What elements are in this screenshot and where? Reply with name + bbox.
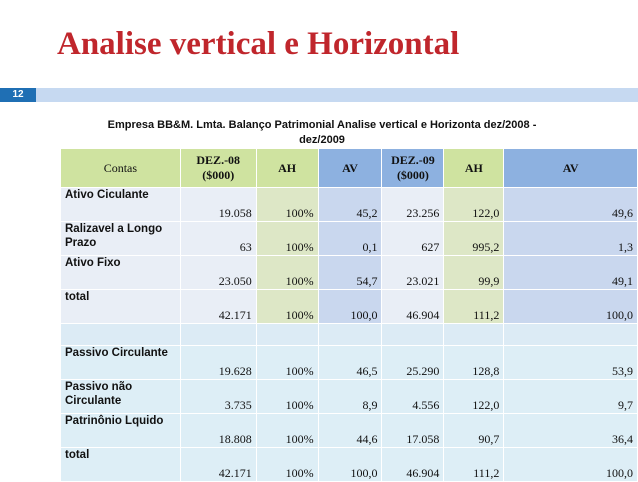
- cell-dez-08: 42.171: [180, 290, 256, 324]
- caption-line-1: Empresa BB&M. Lmta. Balanço Patrimonial Analise vertical e Horizonta dez/2008 -: [107, 119, 537, 131]
- cell-ah-09: 995,2: [444, 222, 504, 256]
- cell-ah-09: 111,2: [444, 290, 504, 324]
- row-label-line-1: Ralizavel a Longo: [65, 223, 163, 235]
- table-row: [61, 346, 638, 380]
- caption-line-2: dez/2009: [299, 134, 345, 146]
- cell-ah-09: 90,7: [444, 414, 504, 448]
- cell-dez-08: 18.808: [180, 414, 256, 448]
- row-label: [61, 222, 181, 256]
- table-row: [61, 188, 638, 222]
- cell-ah-08: 100%: [256, 256, 318, 290]
- cell-dez-09: 25.290: [382, 346, 444, 380]
- slide-title: Analise vertical e Horizontal: [57, 26, 460, 62]
- cell-dez-08: 19.628: [180, 346, 256, 380]
- row-label-line-2: Prazo: [65, 237, 97, 249]
- cell-av-08: 44,6: [318, 414, 382, 448]
- row-label-line-1: total: [65, 291, 90, 303]
- title-divider-bar: [0, 88, 638, 102]
- cell-ah-09: 99,9: [444, 256, 504, 290]
- row-label: [61, 188, 181, 222]
- row-label-line-1: Ativo Fixo: [65, 257, 121, 269]
- header-ah-1: AH: [256, 149, 318, 188]
- cell-dez-09: 627: [382, 222, 444, 256]
- header-dez-08-label: DEZ.-08: [196, 153, 241, 167]
- cell-av-08: 54,7: [318, 256, 382, 290]
- cell-ah-09: 128,8: [444, 346, 504, 380]
- header-dez-09-unit: ($000): [396, 168, 429, 182]
- cell-av-09: 100,0: [504, 448, 638, 482]
- table-row: [61, 380, 638, 414]
- cell-ah-08: 100%: [256, 222, 318, 256]
- cell-av-08: 8,9: [318, 380, 382, 414]
- header-dez-08: [180, 149, 256, 188]
- row-label: [61, 448, 181, 482]
- cell-ah-09: 111,2: [444, 448, 504, 482]
- row-label: [61, 380, 181, 414]
- cell-ah-08: 100%: [256, 380, 318, 414]
- cell-dez-08: 23.050: [180, 256, 256, 290]
- cell-av-09: 53,9: [504, 346, 638, 380]
- separator-row: [61, 324, 638, 346]
- cell-av-09: 9,7: [504, 380, 638, 414]
- separator-cell: [180, 324, 256, 346]
- cell-dez-09: 23.021: [382, 256, 444, 290]
- cell-ah-08: 100%: [256, 448, 318, 482]
- cell-av-09: 49,1: [504, 256, 638, 290]
- separator-cell: [318, 324, 382, 346]
- header-row: [61, 149, 638, 188]
- header-dez-09: [382, 149, 444, 188]
- row-label-line-1: Passivo não: [65, 381, 133, 393]
- cell-ah-08: 100%: [256, 346, 318, 380]
- header-av-2: AV: [504, 149, 638, 188]
- header-dez-09-label: DEZ.-09: [391, 153, 435, 167]
- table-row: [61, 290, 638, 324]
- cell-dez-08: 42.171: [180, 448, 256, 482]
- cell-dez-09: 46.904: [382, 290, 444, 324]
- row-label-line-2: Circulante: [65, 395, 122, 407]
- cell-av-09: 100,0: [504, 290, 638, 324]
- cell-av-08: 100,0: [318, 448, 382, 482]
- cell-dez-09: 23.256: [382, 188, 444, 222]
- cell-av-08: 0,1: [318, 222, 382, 256]
- cell-dez-09: 17.058: [382, 414, 444, 448]
- cell-av-08: 45,2: [318, 188, 382, 222]
- row-label: [61, 256, 181, 290]
- cell-av-09: 36,4: [504, 414, 638, 448]
- header-av-1: AV: [318, 149, 382, 188]
- row-label-line-1: Passivo Circulante: [65, 347, 168, 359]
- cell-dez-08: 3.735: [180, 380, 256, 414]
- table-row: [61, 448, 638, 482]
- cell-av-08: 46,5: [318, 346, 382, 380]
- row-label-line-1: Patrinônio Lquido: [65, 415, 164, 427]
- cell-ah-09: 122,0: [444, 188, 504, 222]
- cell-av-09: 1,3: [504, 222, 638, 256]
- cell-dez-08: 63: [180, 222, 256, 256]
- cell-dez-09: 46.904: [382, 448, 444, 482]
- row-label: [61, 414, 181, 448]
- table-row: [61, 414, 638, 448]
- cell-dez-08: 19.058: [180, 188, 256, 222]
- header-dez-08-unit: ($000): [202, 168, 235, 182]
- cell-dez-09: 4.556: [382, 380, 444, 414]
- table-row: [61, 222, 638, 256]
- cell-ah-08: 100%: [256, 414, 318, 448]
- row-label: [61, 346, 181, 380]
- separator-cell: [382, 324, 444, 346]
- separator-cell: [61, 324, 181, 346]
- separator-cell: [256, 324, 318, 346]
- financial-table: [60, 148, 638, 482]
- header-ah-2: AH: [444, 149, 504, 188]
- table-caption: [62, 118, 582, 148]
- header-contas: Contas: [61, 149, 181, 188]
- cell-ah-08: 100%: [256, 188, 318, 222]
- cell-av-09: 49,6: [504, 188, 638, 222]
- row-label-line-1: Ativo Ciculante: [65, 189, 149, 201]
- cell-ah-08: 100%: [256, 290, 318, 324]
- row-label: [61, 290, 181, 324]
- separator-cell: [444, 324, 504, 346]
- row-label-line-1: total: [65, 449, 90, 461]
- cell-av-08: 100,0: [318, 290, 382, 324]
- cell-ah-09: 122,0: [444, 380, 504, 414]
- separator-cell: [504, 324, 638, 346]
- table-row: [61, 256, 638, 290]
- slide-number: 12: [0, 88, 36, 102]
